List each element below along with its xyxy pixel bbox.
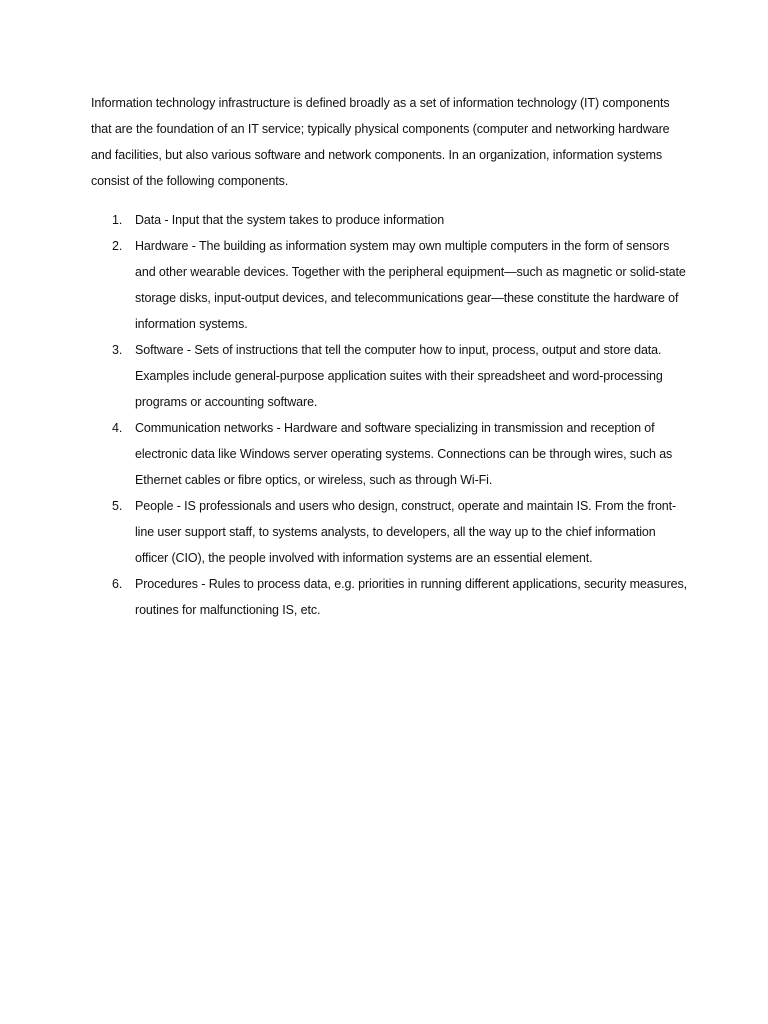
list-item-software [91, 337, 691, 415]
list-item-number: 2. [112, 239, 123, 253]
list-item-text: Data - Input that the system takes to produce information [135, 213, 445, 227]
components-list [91, 207, 691, 623]
list-item-number: 5. [112, 499, 123, 513]
list-item-data [91, 207, 691, 233]
list-item-hardware [91, 233, 691, 337]
document-body [91, 90, 691, 623]
list-item-communication-networks [91, 415, 691, 493]
intro-paragraph: Information technology infrastructure is defined broadly as a set of information technology (IT) components that are the foundation of an IT service; typically physical components (computer and networking hardware and facilities, but also various software and network components. In an organization, information systems consist of the following components. [91, 96, 670, 188]
list-item-number: 6. [112, 577, 123, 591]
list-item-number: 3. [112, 343, 123, 357]
list-item-number: 1. [112, 213, 123, 227]
list-item-people [91, 493, 691, 571]
list-item-text: Software - Sets of instructions that tell the computer how to input, process, output and store data. Examples include general-purpose application suites with their spreadsheet and word-processing programs or accounting software. [135, 343, 663, 409]
list-item-text: Hardware - The building as information system may own multiple computers in the form of sensors and other wearable devices. Together with the peripheral equipment—such as magnetic or solid-state storage disks, input-output devices, and telecommunications gear—these constitute the hardware of information systems. [135, 239, 686, 331]
list-item-text: People - IS professionals and users who design, construct, operate and maintain IS. From the front-line user support staff, to systems analysts, to developers, all the way up to the chief information officer (CIO), the people involved with information systems are an essential element. [135, 499, 677, 565]
list-item-number: 4. [112, 421, 123, 435]
list-item-text: Communication networks - Hardware and software specializing in transmission and reception of electronic data like Windows server operating systems. Connections can be through wires, such as Ethernet cables or fibre optics, or wireless, such as through Wi-Fi. [135, 421, 673, 487]
list-item-procedures [91, 571, 691, 623]
list-item-text: Procedures - Rules to process data, e.g. priorities in running different applications, security measures, routines for malfunctioning IS, etc. [135, 577, 688, 617]
